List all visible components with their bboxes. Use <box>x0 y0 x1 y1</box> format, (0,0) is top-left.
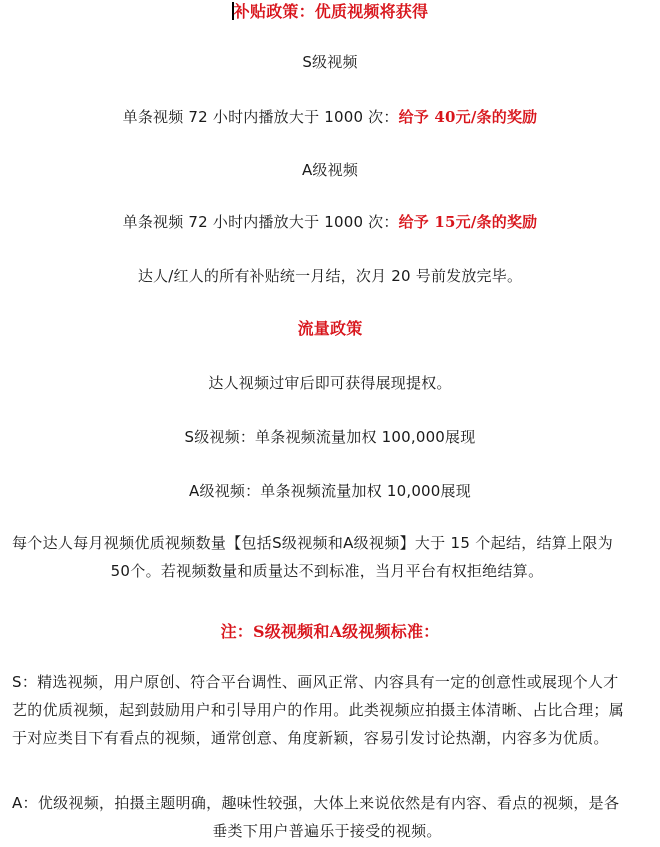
traffic-s-level: S级视频：单条视频流量加权 100,000展现 <box>184 428 476 446</box>
traffic-a-level: A级视频：单条视频流量加权 10,000展现 <box>189 482 471 500</box>
s-level-title: S级视频 <box>302 53 358 71</box>
a-standard-paragraph <box>12 789 642 845</box>
a-level-subsidy-rule <box>0 211 660 233</box>
s-standard-line-3: 于对应类目下有看点的视频，通常创意、角度新颖，容易引发讨论热潮，内容多为优质。 <box>12 729 609 747</box>
a-level-reward: 给予 15元/条的奖励 <box>398 213 538 231</box>
s-level-reward: 给予 40元/条的奖励 <box>398 108 538 126</box>
standards-heading: 注：S级视频和A级视频标准： <box>220 622 440 641</box>
traffic-heading: 流量政策 <box>297 319 363 338</box>
a-standard-line-1: A：优级视频，拍摄主题明确，趣味性较强，大体上来说依然是有内容、看点的视频，是各 <box>12 794 620 812</box>
quota-line-1: 每个达人每月视频优质视频数量【包括S级视频和A级视频】大于 15 个起结，结算上限为 <box>12 534 614 552</box>
s-level-rule-text: 单条视频 72 小时内播放大于 1000 次： <box>122 108 399 126</box>
s-standard-line-1: S：精选视频，用户原创、符合平台调性、画风正常、内容具有一定的创意性或展现个人才 <box>12 673 619 691</box>
s-standard-line-2: 艺的优质视频，起到鼓励用户和引导用户的作用。此类视频应拍摄主体清晰、占比合理；属 <box>12 701 625 719</box>
a-level-title: A级视频 <box>301 161 359 179</box>
quota-line-2: 50个。若视频数量和质量达不到标准，当月平台有权拒绝结算。 <box>110 562 544 580</box>
quota-paragraph <box>12 529 642 585</box>
subsidy-heading: 补贴政策：优质视频将获得 <box>233 2 429 21</box>
a-standard-line-2: 垂类下用户普遍乐于接受的视频。 <box>212 822 442 840</box>
a-level-rule-text: 单条视频 72 小时内播放大于 1000 次： <box>122 213 399 231</box>
s-standard-paragraph <box>12 668 642 752</box>
s-level-subsidy-rule <box>0 106 660 128</box>
settlement-note: 达人/红人的所有补贴统一月结，次月 20 号前发放完毕。 <box>137 267 523 285</box>
traffic-intro: 达人视频过审后即可获得展现提权。 <box>208 374 452 392</box>
